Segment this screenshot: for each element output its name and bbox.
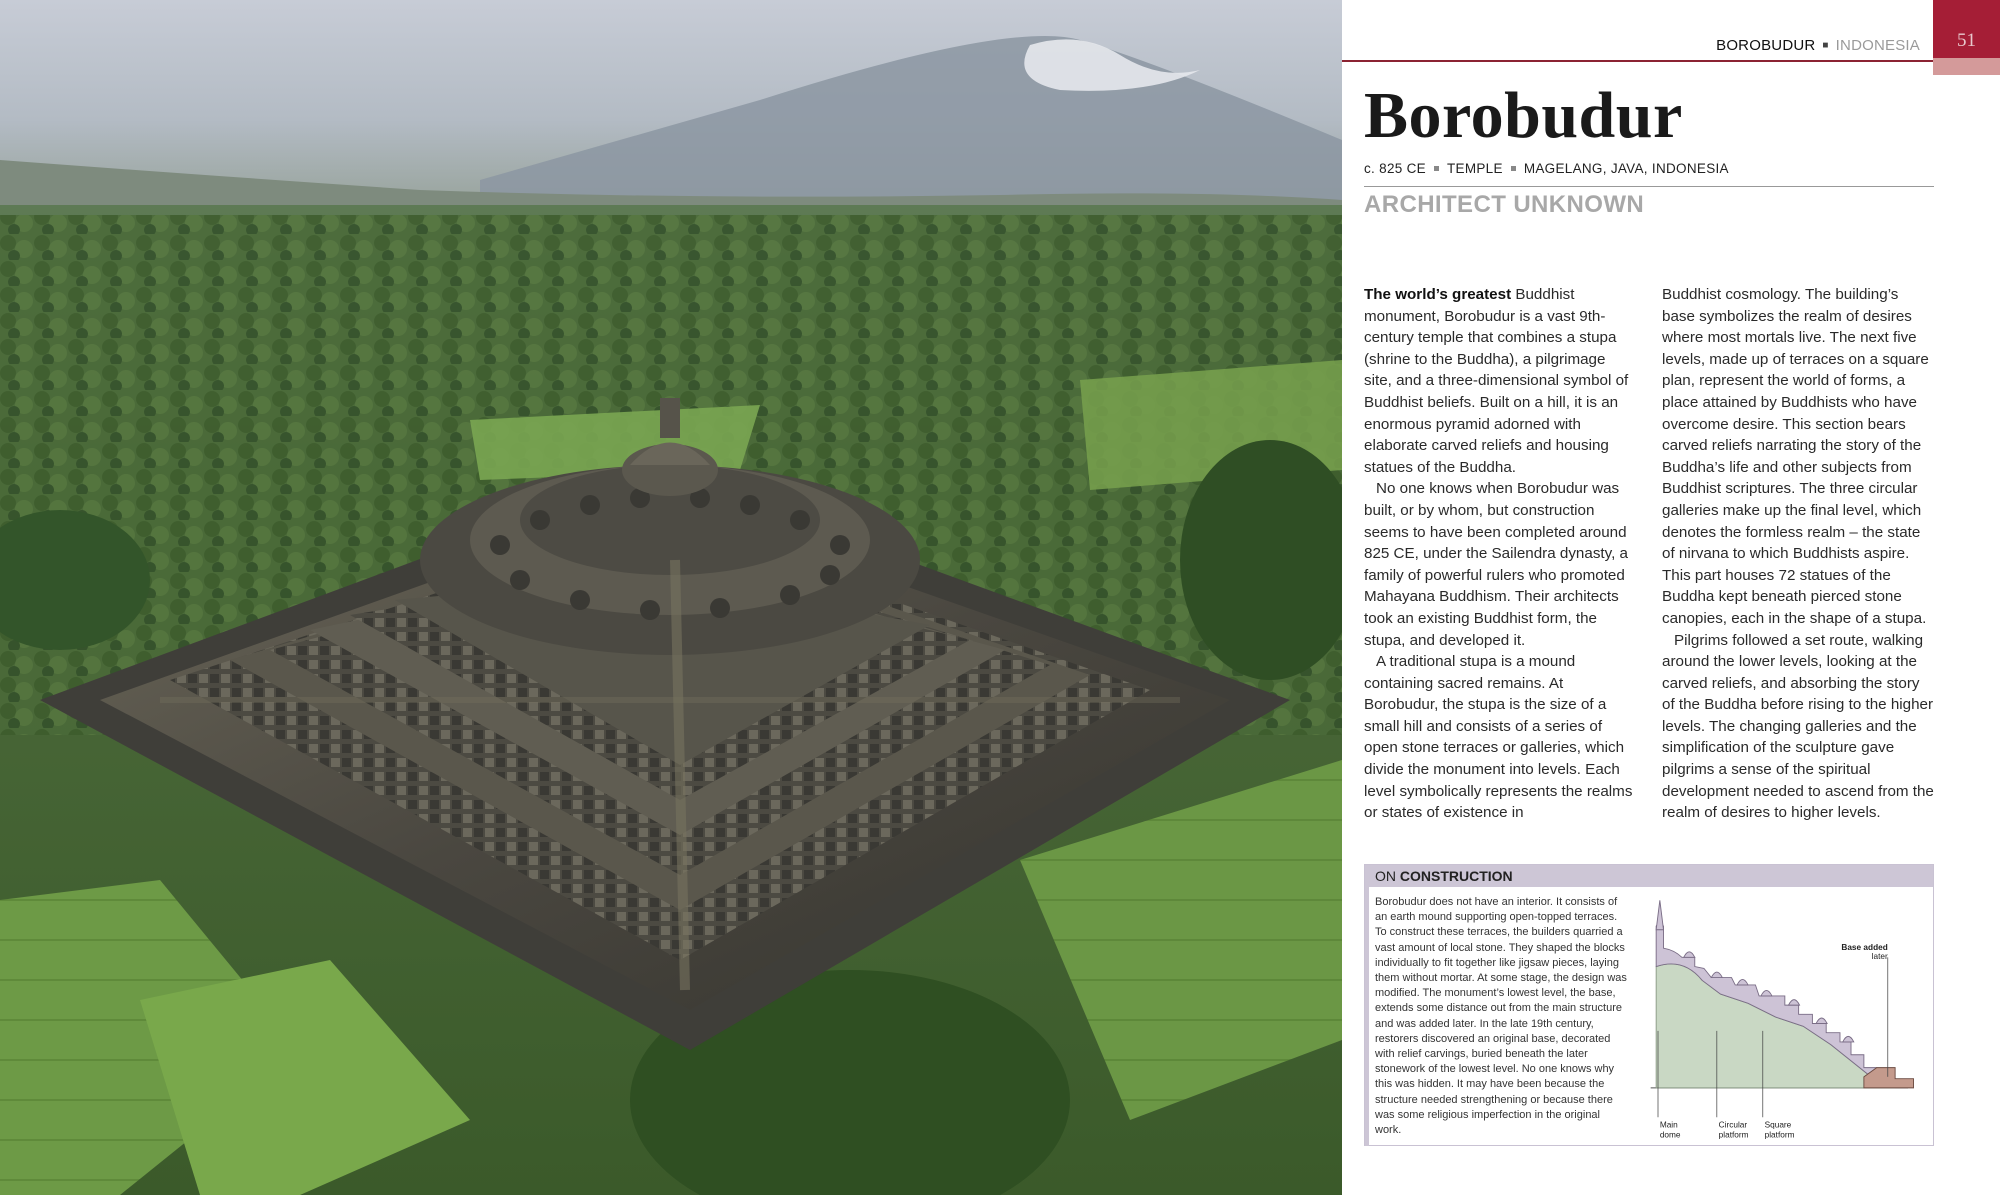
page-number: 51 — [1957, 30, 1976, 51]
label-main-dome-1: Main — [1659, 1120, 1678, 1130]
page-title: Borobudur — [1364, 79, 1683, 152]
meta-location: MAGELANG, JAVA, INDONESIA — [1523, 161, 1729, 176]
architect-label: ARCHITECT UNKNOWN — [1364, 191, 1645, 218]
label-base-added-2: later — [1871, 952, 1888, 962]
body-column-1 — [1364, 284, 1636, 824]
earth-mound — [1656, 964, 1895, 1088]
meta-separator-1 — [1434, 166, 1439, 171]
page-tab-accent — [1933, 58, 2000, 75]
running-head-country: INDONESIA — [1835, 37, 1920, 54]
label-main-dome-2: dome — [1659, 1130, 1681, 1140]
body-paragraph: No one knows when Borobudur was built, or by whom, but construction seems to have been completed around 825 CE, under the Sailendra dynasty, a family of powerful rulers who promoted Mahayana Buddhism. Their architects took an existing Buddhist form, the stupa, and developed it. — [1364, 480, 1628, 649]
sidebar-heading-on: ON — [1375, 868, 1396, 884]
body-paragraph: Pilgrims followed a set route, walking around the lower levels, looking at the carved reliefs, and absorbing the story of the Buddha before rising to the higher levels. The changing galleries and the simplification of the sculpture gave pilgrims a sense of the spiritual development needed to ascend from the realm of desires to higher levels. — [1662, 631, 1934, 822]
label-base-added-1: Base added — [1841, 942, 1888, 952]
label-square-1: Square — [1764, 1120, 1792, 1130]
body-paragraph — [1364, 284, 1636, 478]
body-text — [1364, 284, 1934, 824]
construction-sidebar — [1364, 864, 1934, 1146]
body-column-2 — [1662, 284, 1934, 824]
body-paragraph-text: Buddhist monument, Borobudur is a vast 9th-century temple that combines a stupa (shrine to the Buddha), a pilgrimage site, and a three-dimensional symbol of Buddhist beliefs. Built on a hill, it is an enormous pyramid adorned with elaborate carved reliefs and housing statues of the Buddha. — [1364, 286, 1629, 476]
meta-separator-2 — [1511, 166, 1516, 171]
meta-type: TEMPLE — [1446, 161, 1503, 176]
meta-date: c. 825 CE — [1364, 161, 1426, 176]
meta-rule — [1364, 186, 1934, 187]
body-paragraph: A traditional stupa is a mound containing sacred remains. At Borobudur, the stupa is the size of a small hill and consists of a series of open stone terraces or galleries, which divide the monument into levels. Each level symbolically represents the realms or states of existence in — [1364, 653, 1633, 822]
label-circular-1: Circular — [1718, 1120, 1748, 1130]
cross-section-diagram — [1635, 893, 1931, 1143]
running-head-title: BOROBUDUR — [1716, 37, 1816, 54]
running-head-separator: ■ — [1822, 40, 1829, 51]
running-head — [1716, 37, 1920, 54]
sidebar-heading — [1365, 865, 1933, 887]
page-number-tab — [1933, 0, 2000, 58]
header-rule — [1342, 60, 1933, 62]
sidebar-heading-topic: CONSTRUCTION — [1399, 868, 1513, 884]
sidebar-text: Borobudur does not have an interior. It consists of an earth mound supporting open-topped terraces. To construct these terraces, the builders quarried a vast amount of local stone. They shaped the blocks individually to fit together like jigsaw pieces, laying them without mortar. At some stage, the design was modified. The monument’s lowest level, the base, extends some distance out from the main structure and was added later. In the late 19th century, restorers discovered an original base, decorated with relief carvings, buried beneath the later stonework of the lowest level. No one knows why this was hidden. It may have been because the structure needed strengthening or because there was some religious imperfection in the original work. — [1375, 896, 1627, 1137]
lead-in: The world’s greatest — [1364, 286, 1512, 303]
label-circular-2: platform — [1718, 1130, 1749, 1140]
body-paragraph: Buddhist cosmology. The building’s base symbolizes the realm of desires where most mortals live. The next five levels, made up of terraces on a square plan, represent the world of forms, a place attained by Buddhists who have overcome desire. This section bears carved reliefs narrating the story of the Buddha’s life and other subjects from Buddhist scriptures. The three circular galleries make up the final level, which denotes the formless realm – the state of nirvana to which Buddhists aspire. This part houses 72 statues of the Buddha kept beneath pierced stone canopies, each in the shape of a stupa. — [1662, 286, 1929, 627]
sidebar-accent-bar — [1365, 887, 1369, 1146]
main-dome-spire — [1656, 900, 1663, 929]
meta-line — [1364, 161, 1729, 176]
text-page — [1342, 0, 2000, 1195]
label-square-2: platform — [1764, 1130, 1795, 1140]
